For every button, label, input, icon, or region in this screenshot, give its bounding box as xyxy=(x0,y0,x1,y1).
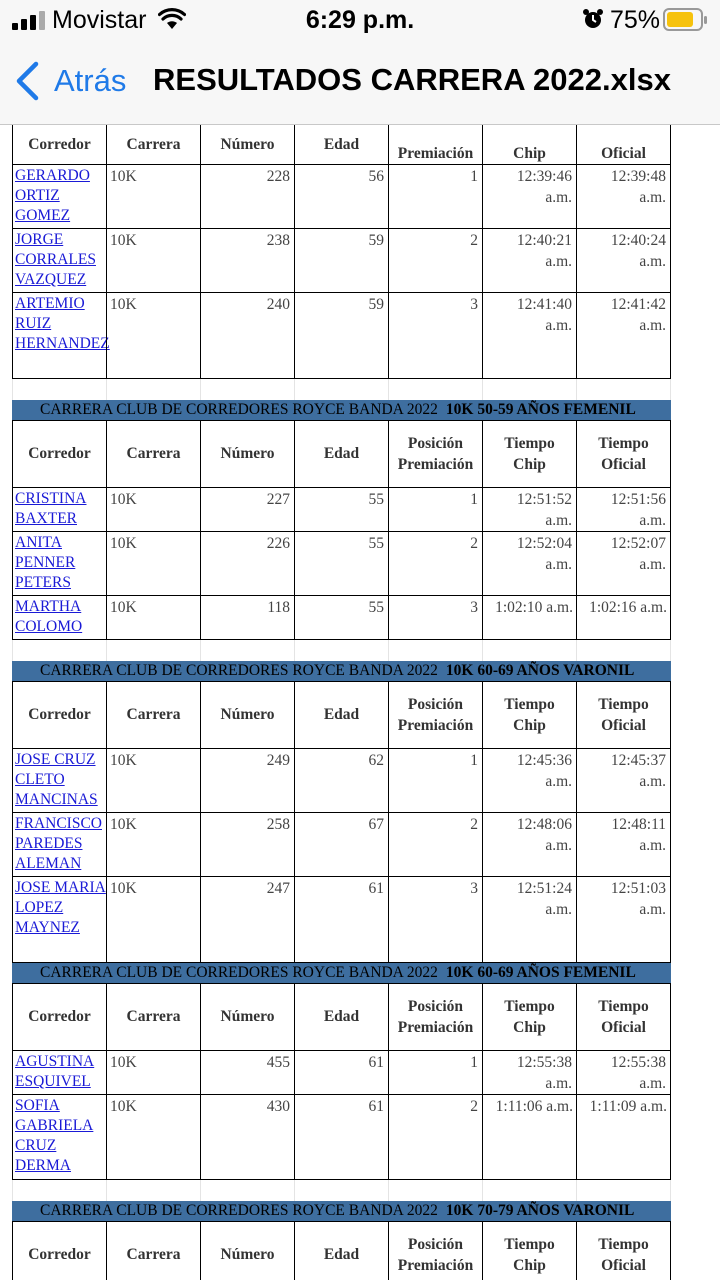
table-row xyxy=(12,488,671,532)
header-edad: Edad xyxy=(294,681,389,749)
edad-cell: 61 xyxy=(294,877,389,963)
section-banner xyxy=(12,400,671,421)
oficial-cell: 12:40:24 a.m. xyxy=(576,229,671,293)
header-edad: Edad xyxy=(294,124,389,165)
runner-link[interactable]: AGUSTINA ESQUIVEL xyxy=(12,1051,107,1095)
header-chip: Chip xyxy=(482,124,577,165)
header-edad: Edad xyxy=(294,1221,389,1280)
oficial-cell: 12:51:56 a.m. xyxy=(576,488,671,532)
posicion-cell: 2 xyxy=(388,532,483,596)
chip-cell: 12:51:24 a.m. xyxy=(482,877,577,963)
navigation-bar xyxy=(0,40,720,125)
chip-cell: 1:11:06 a.m. xyxy=(482,1095,577,1180)
oficial-cell: 12:45:37 a.m. xyxy=(576,749,671,813)
numero-cell: 238 xyxy=(200,229,295,293)
chip-cell: 12:41:40 a.m. xyxy=(482,293,577,379)
header-carrera: Carrera xyxy=(106,1221,201,1280)
header-numero: Número xyxy=(200,124,295,165)
table-header xyxy=(12,983,671,1051)
header-chip: Tiempo Chip xyxy=(482,420,577,488)
edad-cell: 56 xyxy=(294,165,389,229)
numero-cell: 227 xyxy=(200,488,295,532)
edad-cell: 59 xyxy=(294,229,389,293)
edad-cell: 61 xyxy=(294,1095,389,1180)
oficial-cell: 12:52:07 a.m. xyxy=(576,532,671,596)
table-row xyxy=(12,293,671,379)
runner-link[interactable]: GERARDO ORTIZ GOMEZ xyxy=(12,165,107,229)
back-label: Atrás xyxy=(54,63,127,98)
battery-icon xyxy=(663,8,709,32)
posicion-cell: 2 xyxy=(388,229,483,293)
posicion-cell: 3 xyxy=(388,596,483,640)
section-banner xyxy=(12,1201,671,1222)
spacer-row xyxy=(12,379,671,400)
table-header xyxy=(12,124,671,165)
table-row xyxy=(12,749,671,813)
oficial-cell: 1:11:09 a.m. xyxy=(576,1095,671,1180)
posicion-cell: 1 xyxy=(388,165,483,229)
table-row xyxy=(12,813,671,877)
runner-link[interactable]: JOSE CRUZ CLETO MANCINAS xyxy=(12,749,107,813)
table-header xyxy=(12,420,671,488)
banner-event: CARRERA CLUB DE CORREDORES ROYCE BANDA 2022 xyxy=(40,401,438,418)
table-row xyxy=(12,877,671,963)
carrera-cell: 10K xyxy=(106,293,201,379)
carrera-cell: 10K xyxy=(106,229,201,293)
edad-cell: 55 xyxy=(294,596,389,640)
header-numero: Número xyxy=(200,1221,295,1280)
table-row xyxy=(12,1051,671,1095)
header-corredor: Corredor xyxy=(12,420,107,488)
edad-cell: 59 xyxy=(294,293,389,379)
posicion-cell: 2 xyxy=(388,1095,483,1180)
carrera-cell: 10K xyxy=(106,532,201,596)
posicion-cell: 3 xyxy=(388,293,483,379)
chip-cell: 12:48:06 a.m. xyxy=(482,813,577,877)
runner-link[interactable]: SOFIA GABRIELA CRUZ DERMA xyxy=(12,1095,107,1180)
runner-link[interactable]: ARTEMIO RUIZ HERNANDEZ xyxy=(12,293,107,379)
runner-link[interactable]: JOSE MARIA LOPEZ MAYNEZ xyxy=(12,877,107,963)
chip-cell: 1:02:10 a.m. xyxy=(482,596,577,640)
header-chip: Tiempo Chip xyxy=(482,1221,577,1280)
table-header xyxy=(12,681,671,749)
header-posicion: Posición Premiación xyxy=(388,1221,483,1280)
header-posicion: Posición Premiación xyxy=(388,983,483,1051)
header-posicion: Posición Premiación xyxy=(388,681,483,749)
battery-percent: 75% xyxy=(610,6,661,34)
carrera-cell: 10K xyxy=(106,165,201,229)
table-row xyxy=(12,532,671,596)
table-header xyxy=(12,1221,671,1280)
posicion-cell: 2 xyxy=(388,813,483,877)
edad-cell: 55 xyxy=(294,488,389,532)
runner-link[interactable]: FRANCISCO PAREDES ALEMAN xyxy=(12,813,107,877)
header-carrera: Carrera xyxy=(106,124,201,165)
header-numero: Número xyxy=(200,983,295,1051)
table-row xyxy=(12,229,671,293)
banner-category: 10K 60-69 AÑOS FEMENIL xyxy=(445,964,636,981)
carrera-cell: 10K xyxy=(106,1095,201,1180)
section-banner xyxy=(12,661,671,682)
header-oficial: Tiempo Oficial xyxy=(576,1221,671,1280)
banner-category: 10K 70-79 AÑOS VARONIL xyxy=(445,1202,635,1219)
oficial-cell: 12:48:11 a.m. xyxy=(576,813,671,877)
header-numero: Número xyxy=(200,420,295,488)
section-banner xyxy=(12,963,671,984)
oficial-cell: 12:41:42 a.m. xyxy=(576,293,671,379)
oficial-cell: 12:51:03 a.m. xyxy=(576,877,671,963)
banner-category: 10K 60-69 AÑOS VARONIL xyxy=(445,662,635,679)
runner-link[interactable]: ANITA PENNER PETERS xyxy=(12,532,107,596)
chip-cell: 12:39:46 a.m. xyxy=(482,165,577,229)
header-posicion: Posición Premiación xyxy=(388,420,483,488)
carrera-cell: 10K xyxy=(106,596,201,640)
carrera-cell: 10K xyxy=(106,749,201,813)
carrier-label: Movistar xyxy=(52,6,147,34)
alarm-icon xyxy=(582,8,604,30)
runner-link[interactable]: JORGE CORRALES VAZQUEZ xyxy=(12,229,107,293)
oficial-cell: 1:02:16 a.m. xyxy=(576,596,671,640)
back-button[interactable] xyxy=(14,58,126,104)
edad-cell: 67 xyxy=(294,813,389,877)
header-oficial: Oficial xyxy=(576,124,671,165)
numero-cell: 247 xyxy=(200,877,295,963)
spacer-row xyxy=(12,640,671,661)
edad-cell: 55 xyxy=(294,532,389,596)
numero-cell: 430 xyxy=(200,1095,295,1180)
chip-cell: 12:40:21 a.m. xyxy=(482,229,577,293)
numero-cell: 228 xyxy=(200,165,295,229)
numero-cell: 240 xyxy=(200,293,295,379)
numero-cell: 226 xyxy=(200,532,295,596)
carrera-cell: 10K xyxy=(106,1051,201,1095)
clock: 6:29 p.m. xyxy=(305,6,415,34)
banner-event: CARRERA CLUB DE CORREDORES ROYCE BANDA 2022 xyxy=(40,1202,438,1219)
edad-cell: 62 xyxy=(294,749,389,813)
chip-cell: 12:55:38 a.m. xyxy=(482,1051,577,1095)
banner-event: CARRERA CLUB DE CORREDORES ROYCE BANDA 2022 xyxy=(40,964,438,981)
carrera-cell: 10K xyxy=(106,877,201,963)
spreadsheet[interactable] xyxy=(0,124,720,1280)
status-bar xyxy=(0,0,720,40)
edad-cell: 61 xyxy=(294,1051,389,1095)
oficial-cell: 12:55:38 a.m. xyxy=(576,1051,671,1095)
header-numero: Número xyxy=(200,681,295,749)
numero-cell: 249 xyxy=(200,749,295,813)
numero-cell: 258 xyxy=(200,813,295,877)
chip-cell: 12:51:52 a.m. xyxy=(482,488,577,532)
carrera-cell: 10K xyxy=(106,813,201,877)
runner-link[interactable]: MARTHA COLOMO xyxy=(12,596,107,640)
document-title: RESULTADOS CARRERA 2022.xlsx xyxy=(153,62,671,97)
banner-category: 10K 50-59 AÑOS FEMENIL xyxy=(445,401,636,418)
header-corredor: Corredor xyxy=(12,983,107,1051)
header-posicion: Premiación xyxy=(388,124,483,165)
table-row xyxy=(12,1095,671,1180)
numero-cell: 455 xyxy=(200,1051,295,1095)
chip-cell: 12:52:04 a.m. xyxy=(482,532,577,596)
table-row xyxy=(12,596,671,640)
chip-cell: 12:45:36 a.m. xyxy=(482,749,577,813)
posicion-cell: 1 xyxy=(388,1051,483,1095)
header-carrera: Carrera xyxy=(106,681,201,749)
header-carrera: Carrera xyxy=(106,420,201,488)
runner-link[interactable]: CRISTINA BAXTER xyxy=(12,488,107,532)
header-corredor: Corredor xyxy=(12,1221,107,1280)
chevron-left-icon xyxy=(14,61,40,101)
posicion-cell: 1 xyxy=(388,488,483,532)
header-oficial: Tiempo Oficial xyxy=(576,983,671,1051)
numero-cell: 118 xyxy=(200,596,295,640)
header-oficial: Tiempo Oficial xyxy=(576,420,671,488)
posicion-cell: 1 xyxy=(388,749,483,813)
spacer-row xyxy=(12,1180,671,1201)
header-oficial: Tiempo Oficial xyxy=(576,681,671,749)
header-edad: Edad xyxy=(294,420,389,488)
header-corredor: Corredor xyxy=(12,681,107,749)
banner-event: CARRERA CLUB DE CORREDORES ROYCE BANDA 2022 xyxy=(40,662,438,679)
carrera-cell: 10K xyxy=(106,488,201,532)
header-chip: Tiempo Chip xyxy=(482,681,577,749)
header-corredor: Corredor xyxy=(12,124,107,165)
posicion-cell: 3 xyxy=(388,877,483,963)
header-edad: Edad xyxy=(294,983,389,1051)
header-chip: Tiempo Chip xyxy=(482,983,577,1051)
table-row xyxy=(12,165,671,229)
oficial-cell: 12:39:48 a.m. xyxy=(576,165,671,229)
header-carrera: Carrera xyxy=(106,983,201,1051)
